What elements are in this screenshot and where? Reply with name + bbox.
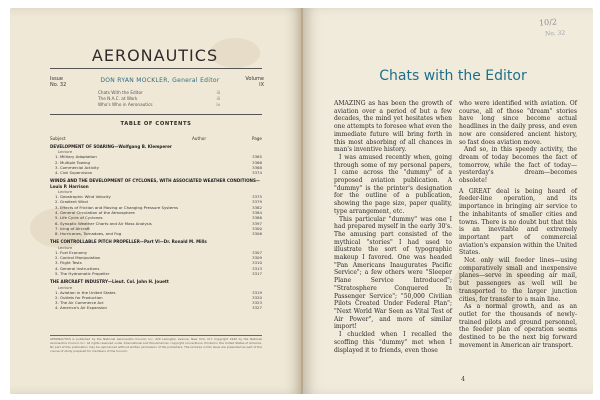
handwritten-note: No. 32	[544, 29, 566, 38]
toc-item: 2. Outlets for Production 3320	[55, 294, 262, 300]
contents-rule	[50, 114, 262, 115]
article-paragraph: AMAZING as has been the growth of aviation over a period of but a few decades, the mind yet hesitates when one attempts to foresee what even the immediate future will bring forth in this most absorbing of all chances in man's inventive history.	[334, 100, 452, 154]
toc-lecture-label: Lecture	[58, 244, 73, 250]
masthead-rule	[50, 68, 262, 69]
toc-section-title: THE AIRCRAFT INDUSTRY—Lieut. Col. John H. Jouett	[50, 279, 169, 285]
toc-item: 1. Geostrophic Wind Velocity 3375	[55, 194, 262, 200]
toc-item: 7. Icing of Aircraft 3300	[55, 225, 262, 231]
table-of-contents	[50, 144, 262, 311]
article-paragraph: who were identified with aviation. Of course, all of those "dream" stories have long since become actual headlines in the daily press, and even now are considered ancient history, so fast does aviation move.	[459, 100, 577, 146]
page-number: 4	[461, 376, 465, 383]
toc-section-title: DEVELOPMENT OF SOARING—Wolfgang B. Klemperer	[50, 144, 172, 149]
author-column-label: Author	[191, 136, 207, 141]
toc-lecture-label: Lecture	[58, 149, 73, 155]
toc-item: 2. Gradient Wind 3379	[55, 199, 262, 205]
issue-number: No. 32	[50, 82, 67, 88]
front-matter-item: Who's Who in Aeronautics iv	[98, 102, 220, 107]
toc-item: 4. America's Air Expansion 3327	[55, 305, 262, 311]
toc-heading: TABLE OF CONTENTS	[120, 121, 192, 127]
toc-item: 3. Flight Tests 3310	[55, 260, 262, 266]
article-paragraph: Not only will feeder lines—using comparatively small and inexpensive planes—serve in speeding air mail, but passengers as well will be transported to the larger junction cities, for transfer to a main line.	[459, 257, 577, 303]
toc-section-title: THE CONTROLLABLE PITCH PROPELLER—Part VI—Dr. Ronald M. Mills	[50, 239, 207, 245]
open-booklet	[10, 8, 593, 394]
front-matter-item: The N.A.C. at Work iii	[98, 96, 220, 101]
front-matter-list	[98, 90, 220, 108]
subject-column-label: Subject	[50, 136, 66, 141]
handwritten-note: 10/2	[538, 17, 558, 28]
toc-item: 5. The Hydromatic Propeller 3317	[55, 270, 262, 276]
footnote-rule	[50, 335, 262, 336]
toc-item: 3. Commercial Activity 3368	[55, 164, 262, 170]
volume-number: IX	[259, 82, 264, 88]
article-title: Chats with the Editor	[379, 68, 527, 84]
toc-item: 4. Civil Supervision 3374	[55, 170, 262, 176]
toc-item: 1. Fuel Economy 3307	[55, 249, 262, 255]
toc-item: 6. Synoptic Weather Charts and Air Mass Analysis 3397	[55, 220, 262, 226]
article-paragraph: As a normal growth, and as an outlet for the thousands of newly-trained pilots and ground personnel, the feeder plan of operation seems destined to be the next big forward movement in American air transport.	[459, 303, 577, 349]
issue-info	[50, 76, 66, 88]
toc-item: 2. Multiple Towing 3366	[55, 159, 262, 165]
article-paragraph: I chuckled when I recalled the scoffing this "dummy" met when I displayed it to friends, even those	[334, 331, 452, 354]
issue-label: Issue	[50, 76, 63, 82]
toc-item: 3. Effects of Friction and Moving or Changing Pressure Systems 3382	[55, 204, 262, 210]
page-column-label: Page	[251, 136, 262, 141]
article-paragraph: And so, in this speedy activity, the dream of today becomes the fact of tomorrow, while the fact of today—yesterday's dream—becomes obsolete!	[459, 146, 577, 185]
article-paragraph: This particular "dummy" was one I had prepared myself in the early 30's. The amusing part consisted of the mythical "stories" I had used to illustrate the sort of typographic makeup I favored. One was headed "Pan Americans Inaugurates Pacific Service"; a few others were "Sleeper Plane Service Introduced"; "Stratosphere Conquered In Passenger Service"; "50,000 Civilian Pilots Created Under Federal Plan"; "Next World War Seen as Vital Test of Air Power", and more of similar import!	[334, 215, 452, 331]
toc-item: 5. Life Cycle of Cyclones 3386	[55, 215, 262, 221]
toc-item: 8. Hurricanes, Tornadoes, and Fog 3306	[55, 231, 262, 237]
article-column-left	[334, 100, 452, 354]
publication-footnote: AERONAUTICS is published by the National Aeronautics Council, Inc. 420 Lexington Avenue, New York, N.Y. Copyright 1940 by the National Aeronautics Council, Inc. All rights reserved under international and Pan-American copyright conventions. Printed in the United States of America. No part of this publication may be reproduced without written permission of the publishers. The lectures in this issue are presented as part of the course of study prepared for members of the Council.	[50, 337, 262, 353]
toc-section-title: WINDS AND THE DEVELOPMENT OF CYCLONES, WITH ASSOCIATED WEATHER CONDITIONS—Louis P. Harrison	[50, 178, 261, 189]
magazine-title: AERONAUTICS	[91, 46, 219, 65]
volume-label: Volume	[245, 76, 264, 82]
right-page	[303, 8, 593, 394]
toc-item: 1. Military Adaptation 3365	[55, 154, 262, 160]
toc-item: 1. Aviation in the United States 3319	[55, 289, 262, 295]
toc-item: 3. The Air Commerce Act 3323	[55, 300, 262, 306]
left-page	[10, 8, 303, 394]
toc-lecture-label: Lecture	[58, 284, 73, 290]
toc-lecture-label: Lecture	[58, 189, 73, 195]
article-paragraph: A GREAT deal is being heard of feeder-line operation, and its importance in bringing air service to the inhabitants of smaller cities and towns. There is no doubt but that this is an inevitable and extremely important part of commercial aviation's expansion within the United States.	[459, 187, 577, 257]
article-paragraph: I was amused recently when, going through some of my personal papers, I came across the "dummy" of a proposed aviation publication. A "dummy" is the printer's designation for the outline of a publication, showing the page size, paper quality, type arrangement, etc.	[334, 153, 452, 215]
toc-column-header	[50, 136, 262, 141]
general-editor: DON RYAN MOCKLER, General Editor	[100, 77, 220, 84]
toc-item: 2. Control Manipulation 3309	[55, 255, 262, 261]
front-matter-item: Chats With the Editor iii	[98, 90, 220, 95]
toc-item: 4. General Circulation of the Atmosphere 3384	[55, 209, 262, 215]
toc-item: 4. General Instructions 3313	[55, 265, 262, 271]
article-column-right	[459, 100, 577, 350]
